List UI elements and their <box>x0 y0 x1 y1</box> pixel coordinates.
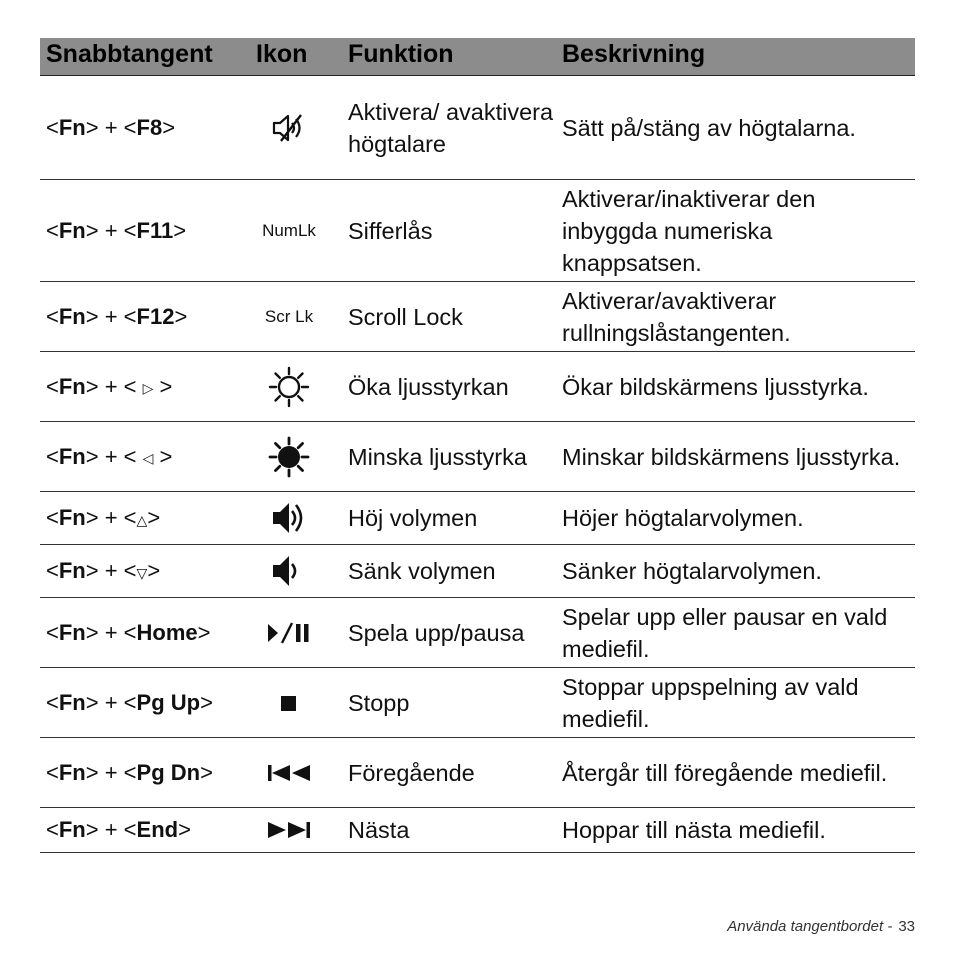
table-row <box>40 808 915 853</box>
description-cell: Ökar bildskärmens ljusstyrka. <box>562 373 869 400</box>
hotkey-cell: < Fn > + < End > <box>46 817 191 842</box>
table-row <box>40 352 915 422</box>
description-cell: Hoppar till nästa mediefil. <box>562 817 826 843</box>
hotkey-cell: < Fn > + < F8 > <box>46 114 176 140</box>
stop-icon <box>254 668 324 737</box>
table-row <box>40 738 915 808</box>
hotkey-key: End <box>136 817 179 842</box>
brightness-down-icon <box>254 422 324 491</box>
header-snabbtangent: Snabbtangent <box>46 40 213 68</box>
hotkey-key: Pg Up <box>136 689 201 715</box>
page-number: 33 <box>898 918 915 935</box>
function-cell: Spela upp/pausa <box>348 619 525 646</box>
function-cell: Stopp <box>348 689 410 716</box>
hotkey-cell: < Fn > + < Pg Dn > <box>46 759 213 785</box>
volume-up-icon <box>254 492 324 544</box>
hotkey-key: F12 <box>136 303 175 329</box>
table-row <box>40 422 915 492</box>
footer-section-title: Använda tangentbordet - <box>727 918 893 935</box>
hotkey-cell: < Fn > + < Home > <box>46 619 211 645</box>
table-row <box>40 598 915 668</box>
description-cell: Aktiverar/avaktiverar rullningslåstangenten. <box>562 287 791 346</box>
hotkey-key: F8 <box>136 114 163 140</box>
scroll-lock-icon: Scr Lk <box>264 306 314 326</box>
hotkey-key: ◁ <box>142 450 154 466</box>
function-cell: Aktivera/ avaktivera högtalare <box>348 98 554 157</box>
table-row <box>40 668 915 738</box>
function-cell: Sifferlås <box>348 217 433 244</box>
hotkey-key: Pg Dn <box>136 759 201 785</box>
table-header <box>40 38 915 76</box>
function-cell: Höj volymen <box>348 505 478 531</box>
speaker-mute-icon <box>254 76 324 179</box>
hotkey-key: ▽ <box>136 564 148 581</box>
hotkey-key: ▷ <box>142 380 154 396</box>
description-cell: Sänker högtalarvolymen. <box>562 558 822 584</box>
page-footer <box>727 918 915 935</box>
hotkey-cell: < Fn > + < △ > <box>46 505 161 530</box>
description-cell: Återgår till föregående mediefil. <box>562 759 888 786</box>
function-cell: Nästa <box>348 817 410 843</box>
hotkey-cell: < Fn > + < Pg Up > <box>46 689 213 715</box>
header-ikon: Ikon <box>256 40 308 68</box>
description-cell: Sätt på/stäng av högtalarna. <box>562 114 856 141</box>
hotkey-cell: < Fn > + < F12 > <box>46 303 188 329</box>
function-cell: Öka ljusstyrkan <box>348 373 509 400</box>
hotkey-key: F11 <box>136 217 174 243</box>
hotkey-cell: < Fn > + < ▷ > <box>46 373 173 399</box>
description-cell: Spelar upp eller pausar en vald mediefil. <box>562 603 888 662</box>
play-pause-icon <box>254 598 324 667</box>
description-cell: Stoppar uppspelning av vald mediefil. <box>562 673 859 732</box>
table-row <box>40 180 915 282</box>
hotkey-cell: < Fn > + < ◁ > <box>46 443 173 469</box>
hotkey-cell: < Fn > + < ▽ > <box>46 558 161 583</box>
function-cell: Minska ljusstyrka <box>348 443 527 470</box>
description-cell: Aktiverar/inaktiverar den inbyggda numeriska knappsatsen. <box>562 185 816 276</box>
table-row <box>40 545 915 598</box>
header-beskrivning: Beskrivning <box>562 40 706 68</box>
numlock-icon: NumLk <box>262 220 316 240</box>
table-row <box>40 76 915 180</box>
function-cell: Sänk volymen <box>348 558 496 584</box>
volume-down-icon <box>254 545 324 597</box>
table-row <box>40 492 915 545</box>
table-row <box>40 282 915 352</box>
function-cell: Föregående <box>348 759 475 786</box>
description-cell: Minskar bildskärmens ljusstyrka. <box>562 443 901 470</box>
header-funktion: Funktion <box>348 40 454 68</box>
function-cell: Scroll Lock <box>348 303 463 330</box>
brightness-up-icon <box>254 352 324 421</box>
description-cell: Höjer högtalarvolymen. <box>562 505 804 531</box>
hotkey-key: △ <box>136 511 148 528</box>
previous-icon <box>254 738 324 807</box>
next-icon <box>254 808 324 852</box>
hotkey-key: Home <box>136 619 198 645</box>
hotkey-cell: < Fn > + < F11 > <box>46 217 187 243</box>
